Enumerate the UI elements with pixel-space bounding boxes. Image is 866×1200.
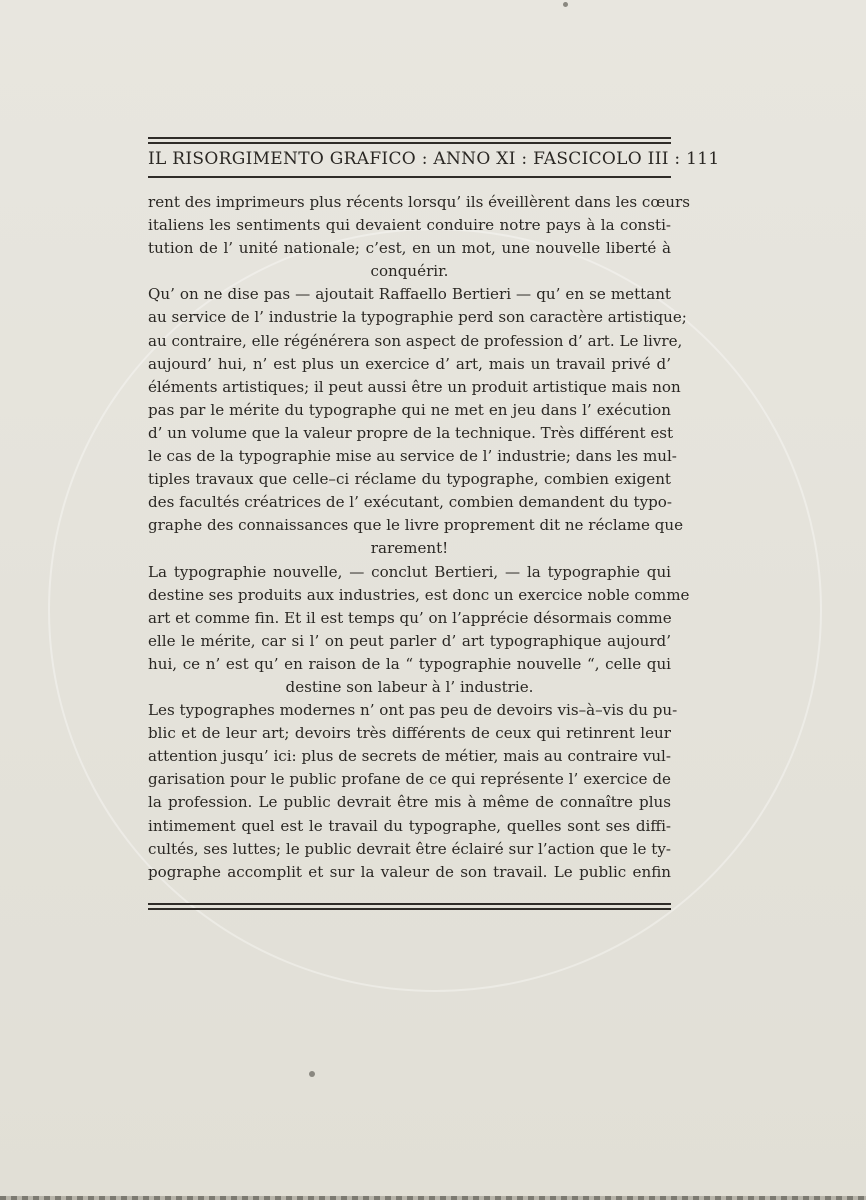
text-line: elle le mérite, car si l’ on peut parler d’ art typographique aujourd’: [148, 631, 671, 650]
text-line: Les typographes modernes n’ ont pas peu de devoirs vis–à–vis du pu-: [148, 701, 678, 720]
text-line: tution de l’ unité nationale; c’est, en un mot, une nouvelle liberté à: [148, 239, 671, 258]
text-line: La typographie nouvelle, — conclut Bertieri, — la typographie qui: [148, 562, 671, 581]
paper-speck: [563, 2, 568, 7]
text-line: destine ses produits aux industries, est donc un exercice noble comme: [148, 585, 690, 604]
text-line: aujourd’ hui, n’ est plus un exercice d’ art, mais un travail privé d’: [148, 354, 671, 373]
sheet-bottom-edge: [0, 1196, 866, 1200]
paper-speck: [309, 1071, 315, 1077]
text-line: éléments artistiques; il peut aussi être un produit artistique mais non: [148, 377, 681, 396]
bottom-double-rule: [148, 903, 671, 910]
text-line: tiples travaux que celle–ci réclame du typographe, combien exigent: [148, 470, 671, 489]
text-line: graphe des connaissances que le livre proprement dit ne réclame que: [148, 516, 684, 535]
text-line: attention jusqu’ ici: plus de secrets de métier, mais au contraire vul-: [148, 747, 671, 766]
text-line: Qu’ on ne dise pas — ajoutait Raffaello Bertieri — qu’ en se mettant: [148, 285, 671, 304]
text-line: italiens les sentiments qui devaient conduire notre pays à la consti-: [148, 216, 671, 235]
header-underline-rule: [148, 176, 671, 178]
text-line: pographe accomplit et sur la valeur de son travail. Le public enfin: [148, 862, 671, 881]
top-double-rule: [148, 137, 671, 144]
text-line: cultés, ses luttes; le public devrait être éclairé sur l’action que le ty-: [148, 839, 671, 858]
text-line: blic et de leur art; devoirs très différents de ceux qui retinrent leur: [148, 724, 671, 743]
text-line: pas par le mérite du typographe qui ne met en jeu dans l’ exécution: [148, 400, 671, 419]
text-line: au service de l’ industrie la typographie perd son caractère artistique;: [148, 308, 687, 327]
text-line: intimement quel est le travail du typographe, quelles sont ses diffi-: [148, 816, 671, 835]
text-line: des facultés créatrices de l’ exécutant, combien demandent du typo-: [148, 493, 672, 512]
text-line: rent des imprimeurs plus récents lorsqu’ ils éveillèrent dans les cœurs: [148, 193, 690, 211]
text-line: conquérir.: [370, 262, 449, 281]
running-head: IL RISORGIMENTO GRAFICO : ANNO XI : FASCICOLO III : 111: [148, 149, 720, 169]
text-line: hui, ce n’ est qu’ en raison de la “ typographie nouvelle “, celle qui: [148, 654, 671, 673]
article-body: [148, 191, 690, 884]
text-line: garisation pour le public profane de ce qui représente l’ exercice de: [148, 770, 671, 789]
text-line: au contraire, elle régénérera son aspect de profession d’ art. Le livre,: [148, 331, 683, 350]
text-line: la profession. Le public devrait être mis à même de connaître plus: [148, 793, 671, 812]
text-line: d’ un volume que la valeur propre de la technique. Très différent est: [148, 423, 674, 442]
text-line: le cas de la typographie mise au service de l’ industrie; dans les mul-: [148, 447, 677, 466]
text-line: destine son labeur à l’ industrie.: [285, 677, 534, 696]
text-line: art et comme fin. Et il est temps qu’ on l’apprécie désormais comme: [148, 608, 672, 627]
text-line: rarement!: [370, 539, 449, 558]
